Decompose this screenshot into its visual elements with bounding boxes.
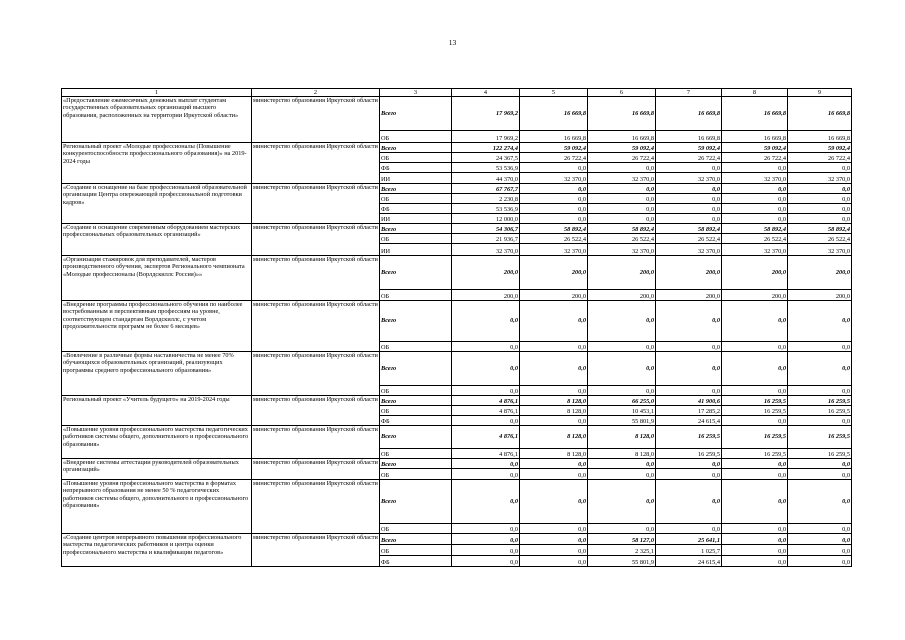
amount-cell: 58 892,4 <box>722 224 788 234</box>
table-row <box>62 352 852 386</box>
amount-cell: 0,0 <box>788 469 852 480</box>
funding-source-cell: Всего <box>380 426 452 449</box>
table-row <box>62 426 852 449</box>
amount-cell: 0,0 <box>520 301 588 342</box>
amount-cell: 0,0 <box>452 556 520 567</box>
funding-source-cell: Всего <box>380 352 452 386</box>
table-row <box>62 97 852 131</box>
amount-cell: 32 370,0 <box>656 173 722 184</box>
amount-cell: 0,0 <box>788 163 852 173</box>
amount-cell: 0,0 <box>452 386 520 396</box>
amount-cell: 0,0 <box>722 524 788 534</box>
amount-cell: 0,0 <box>722 556 788 567</box>
amount-cell: 32 370,0 <box>788 173 852 184</box>
amount-cell: 58 892,4 <box>788 224 852 234</box>
amount-cell: 32 370,0 <box>452 244 520 256</box>
amount-cell: 26 522,4 <box>722 234 788 244</box>
amount-cell: 200,0 <box>452 290 520 301</box>
amount-cell: 0,0 <box>788 194 852 204</box>
amount-cell: 0,0 <box>722 163 788 173</box>
responsible-cell: министерство образования Иркутской области <box>252 459 380 480</box>
amount-cell: 26 722,4 <box>722 153 788 163</box>
amount-cell: 200,0 <box>520 256 588 290</box>
amount-cell: 0,0 <box>452 352 520 386</box>
amount-cell: 0,0 <box>588 459 656 469</box>
event-name-cell: «Создание и оснащение современным оборудованием мастерских профессиональных образовательных организаций» <box>62 224 252 256</box>
amount-cell: 58 127,0 <box>588 534 656 545</box>
amount-cell: 26 522,4 <box>520 234 588 244</box>
amount-cell: 0,0 <box>656 386 722 396</box>
amount-cell: 200,0 <box>588 256 656 290</box>
amount-cell: 32 370,0 <box>588 173 656 184</box>
amount-cell: 24 367,5 <box>452 153 520 163</box>
amount-cell: 53 536,9 <box>452 204 520 214</box>
amount-cell: 26 722,4 <box>788 153 852 163</box>
amount-cell: 16 669,8 <box>722 131 788 143</box>
amount-cell: 16 669,8 <box>656 131 722 143</box>
funding-source-cell: Всего <box>380 143 452 153</box>
responsible-cell: министерство образования Иркутской области <box>252 224 380 256</box>
amount-cell: 0,0 <box>520 480 588 524</box>
amount-cell: 32 370,0 <box>520 244 588 256</box>
amount-cell: 17 969,2 <box>452 131 520 143</box>
funding-source-cell: ФБ <box>380 204 452 214</box>
funding-source-cell: ИИ <box>380 244 452 256</box>
responsible-cell: министерство образования Иркутской области <box>252 480 380 534</box>
event-name-cell: Региональный проект «Учитель будущего» на 2019-2024 годы <box>62 396 252 426</box>
amount-cell: 32 370,0 <box>520 173 588 184</box>
amount-cell: 17 285,2 <box>656 406 722 416</box>
amount-cell: 16 259,5 <box>722 426 788 449</box>
header-cell: 2 <box>252 89 380 97</box>
amount-cell: 0,0 <box>452 469 520 480</box>
funding-source-cell: ИИ <box>380 214 452 224</box>
funding-source-cell: ОБ <box>380 234 452 244</box>
amount-cell: 4 876,1 <box>452 406 520 416</box>
funding-source-cell: ФБ <box>380 416 452 426</box>
amount-cell: 0,0 <box>588 342 656 352</box>
table-body <box>62 89 852 567</box>
amount-cell: 54 306,7 <box>452 224 520 234</box>
amount-cell: 0,0 <box>656 194 722 204</box>
budget-table <box>61 88 852 567</box>
amount-cell: 0,0 <box>722 194 788 204</box>
amount-cell: 58 892,4 <box>656 224 722 234</box>
amount-cell: 200,0 <box>452 256 520 290</box>
amount-cell: 16 259,5 <box>788 449 852 459</box>
header-cell: 4 <box>452 89 520 97</box>
amount-cell: 0,0 <box>520 416 588 426</box>
funding-source-cell: Всего <box>380 396 452 406</box>
funding-source-cell: Всего <box>380 256 452 290</box>
amount-cell: 0,0 <box>452 342 520 352</box>
amount-cell: 0,0 <box>520 469 588 480</box>
header-cell: 6 <box>588 89 656 97</box>
table-row <box>62 301 852 342</box>
responsible-cell: министерство образования Иркутской области <box>252 97 380 143</box>
amount-cell: 59 092,4 <box>656 143 722 153</box>
amount-cell: 0,0 <box>520 214 588 224</box>
amount-cell: 0,0 <box>520 194 588 204</box>
responsible-cell: министерство образования Иркутской области <box>252 184 380 224</box>
amount-cell: 0,0 <box>788 556 852 567</box>
amount-cell: 16 259,5 <box>722 449 788 459</box>
amount-cell: 59 092,4 <box>588 143 656 153</box>
amount-cell: 0,0 <box>452 545 520 556</box>
funding-source-cell: ОБ <box>380 449 452 459</box>
funding-source-cell: ФБ <box>380 163 452 173</box>
funding-source-cell: ОБ <box>380 406 452 416</box>
amount-cell: 4 876,1 <box>452 396 520 406</box>
amount-cell: 200,0 <box>722 256 788 290</box>
amount-cell: 16 259,5 <box>656 449 722 459</box>
amount-cell: 200,0 <box>588 290 656 301</box>
amount-cell: 0,0 <box>722 386 788 396</box>
amount-cell: 0,0 <box>588 469 656 480</box>
amount-cell: 16 669,8 <box>656 97 722 131</box>
amount-cell: 0,0 <box>722 545 788 556</box>
amount-cell: 0,0 <box>656 469 722 480</box>
event-name-cell: «Создание центров непрерывного повышения профессионального мастерства педагогических работников и центра оценки профессионального мастерства и квалификации педагогов» <box>62 534 252 567</box>
amount-cell: 0,0 <box>588 214 656 224</box>
amount-cell: 200,0 <box>722 290 788 301</box>
amount-cell: 200,0 <box>788 256 852 290</box>
amount-cell: 0,0 <box>588 184 656 194</box>
amount-cell: 2 325,1 <box>588 545 656 556</box>
amount-cell: 200,0 <box>520 290 588 301</box>
amount-cell: 10 453,1 <box>588 406 656 416</box>
amount-cell: 0,0 <box>788 416 852 426</box>
amount-cell: 0,0 <box>520 184 588 194</box>
amount-cell: 32 370,0 <box>656 244 722 256</box>
table-row <box>62 459 852 469</box>
amount-cell: 2 230,8 <box>452 194 520 204</box>
funding-source-cell: ОБ <box>380 131 452 143</box>
funding-source-cell: ИИ <box>380 173 452 184</box>
header-cell: 3 <box>380 89 452 97</box>
table-row <box>62 184 852 194</box>
funding-source-cell: Всего <box>380 301 452 342</box>
funding-source-cell: Всего <box>380 224 452 234</box>
funding-source-cell: Всего <box>380 480 452 524</box>
amount-cell: 0,0 <box>520 459 588 469</box>
event-name-cell: «Вовлечение в различные формы наставничества не менее 70% обучающихся образовательных организаций, реализующих программы среднего профессионального образования» <box>62 352 252 396</box>
funding-source-cell: Всего <box>380 97 452 131</box>
amount-cell: 0,0 <box>788 386 852 396</box>
amount-cell: 16 669,8 <box>788 131 852 143</box>
amount-cell: 8 128,0 <box>520 406 588 416</box>
amount-cell: 0,0 <box>722 214 788 224</box>
responsible-cell: министерство образования Иркутской области <box>252 426 380 459</box>
event-name-cell: «Внедрение программы профессионального обучения по наиболее востребованным и перспективным профессиям на уровне, соответствующем стандартам Ворлдскиллс, с учетом продолжительности программ не более 6 месяцев» <box>62 301 252 352</box>
responsible-cell: министерство образования Иркутской области <box>252 143 380 184</box>
amount-cell: 55 801,9 <box>588 556 656 567</box>
header-cell: 7 <box>656 89 722 97</box>
funding-source-cell: ОБ <box>380 153 452 163</box>
amount-cell: 0,0 <box>520 534 588 545</box>
amount-cell: 0,0 <box>788 534 852 545</box>
amount-cell: 0,0 <box>788 301 852 342</box>
amount-cell: 58 892,4 <box>520 224 588 234</box>
amount-cell: 0,0 <box>588 194 656 204</box>
amount-cell: 16 669,8 <box>520 131 588 143</box>
amount-cell: 16 259,5 <box>788 396 852 406</box>
amount-cell: 8 128,0 <box>520 396 588 406</box>
event-name-cell: «Повышение уровня профессионального мастерства в форматах непрерывного образования не менее 50 % педагогических работников системы общего, дополнительного и профессионального образования» <box>62 480 252 534</box>
amount-cell: 0,0 <box>520 163 588 173</box>
funding-source-cell: ОБ <box>380 386 452 396</box>
amount-cell: 0,0 <box>656 214 722 224</box>
amount-cell: 58 892,4 <box>588 224 656 234</box>
table-row <box>62 480 852 524</box>
funding-source-cell: ОБ <box>380 469 452 480</box>
amount-cell: 66 255,0 <box>588 396 656 406</box>
amount-cell: 25 641,1 <box>656 534 722 545</box>
amount-cell: 26 722,4 <box>656 153 722 163</box>
amount-cell: 17 969,2 <box>452 97 520 131</box>
funding-source-cell: ОБ <box>380 545 452 556</box>
funding-source-cell: Всего <box>380 534 452 545</box>
responsible-cell: министерство образования Иркутской области <box>252 396 380 426</box>
amount-cell: 16 259,5 <box>788 406 852 416</box>
amount-cell: 0,0 <box>656 480 722 524</box>
amount-cell: 0,0 <box>722 459 788 469</box>
event-name-cell: «Организация стажировок для преподавателей, мастеров производственного обучения, экспертов Регионального чемпионата «Молодые профессионалы (Ворлдскиллс Россия)»» <box>62 256 252 301</box>
amount-cell: 16 259,5 <box>722 406 788 416</box>
amount-cell: 0,0 <box>788 545 852 556</box>
amount-cell: 24 615,4 <box>656 556 722 567</box>
amount-cell: 200,0 <box>656 256 722 290</box>
amount-cell: 0,0 <box>788 352 852 386</box>
amount-cell: 0,0 <box>588 480 656 524</box>
amount-cell: 26 722,4 <box>588 153 656 163</box>
amount-cell: 26 522,4 <box>588 234 656 244</box>
amount-cell: 0,0 <box>452 459 520 469</box>
amount-cell: 4 876,1 <box>452 449 520 459</box>
amount-cell: 0,0 <box>520 204 588 214</box>
amount-cell: 67 767,7 <box>452 184 520 194</box>
event-name-cell: «Внедрение системы аттестации руководителей образовательных организаций» <box>62 459 252 480</box>
amount-cell: 44 370,0 <box>452 173 520 184</box>
table-row <box>62 256 852 290</box>
funding-source-cell: ОБ <box>380 342 452 352</box>
amount-cell: 8 128,0 <box>520 449 588 459</box>
amount-cell: 0,0 <box>722 342 788 352</box>
amount-cell: 200,0 <box>656 290 722 301</box>
amount-cell: 122 274,4 <box>452 143 520 153</box>
amount-cell: 0,0 <box>788 524 852 534</box>
amount-cell: 0,0 <box>722 184 788 194</box>
amount-cell: 0,0 <box>656 184 722 194</box>
amount-cell: 59 092,4 <box>788 143 852 153</box>
amount-cell: 59 092,4 <box>722 143 788 153</box>
amount-cell: 0,0 <box>788 459 852 469</box>
amount-cell: 0,0 <box>588 386 656 396</box>
header-cell: 8 <box>722 89 788 97</box>
amount-cell: 0,0 <box>588 352 656 386</box>
amount-cell: 16 259,5 <box>656 426 722 449</box>
responsible-cell: министерство образования Иркутской области <box>252 301 380 352</box>
amount-cell: 0,0 <box>452 534 520 545</box>
amount-cell: 0,0 <box>656 352 722 386</box>
amount-cell: 0,0 <box>656 163 722 173</box>
amount-cell: 8 128,0 <box>520 426 588 449</box>
amount-cell: 0,0 <box>788 204 852 214</box>
amount-cell: 16 669,8 <box>588 97 656 131</box>
amount-cell: 26 522,4 <box>788 234 852 244</box>
amount-cell: 8 128,0 <box>588 426 656 449</box>
amount-cell: 0,0 <box>656 524 722 534</box>
amount-cell: 26 522,4 <box>656 234 722 244</box>
amount-cell: 4 876,1 <box>452 426 520 449</box>
header-cell: 1 <box>62 89 252 97</box>
amount-cell: 0,0 <box>520 556 588 567</box>
amount-cell: 0,0 <box>722 352 788 386</box>
amount-cell: 8 128,0 <box>588 449 656 459</box>
header-cell: 9 <box>788 89 852 97</box>
amount-cell: 0,0 <box>656 342 722 352</box>
amount-cell: 0,0 <box>788 480 852 524</box>
amount-cell: 200,0 <box>788 290 852 301</box>
amount-cell: 0,0 <box>722 301 788 342</box>
amount-cell: 1 025,7 <box>656 545 722 556</box>
amount-cell: 0,0 <box>788 214 852 224</box>
amount-cell: 32 370,0 <box>788 244 852 256</box>
amount-cell: 0,0 <box>788 184 852 194</box>
amount-cell: 16 259,5 <box>788 426 852 449</box>
amount-cell: 24 615,4 <box>656 416 722 426</box>
amount-cell: 0,0 <box>452 480 520 524</box>
amount-cell: 0,0 <box>452 524 520 534</box>
amount-cell: 16 669,8 <box>588 131 656 143</box>
event-name-cell: «Предоставление ежемесячных денежных выплат студентам государственных образовательных организаций высшего образования, расположенных на территории Иркутской области» <box>62 97 252 143</box>
table-row <box>62 143 852 153</box>
amount-cell: 0,0 <box>588 301 656 342</box>
amount-cell: 0,0 <box>452 301 520 342</box>
amount-cell: 32 370,0 <box>722 244 788 256</box>
responsible-cell: министерство образования Иркутской области <box>252 534 380 567</box>
event-name-cell: «Создание и оснащение на базе профессиональной образовательной организации Центра опережающей профессиональной подготовки кадров» <box>62 184 252 224</box>
amount-cell: 0,0 <box>520 524 588 534</box>
header-cell: 5 <box>520 89 588 97</box>
event-name-cell: «Повышение уровня профессионального мастерства педагогических работников системы общего, дополнительного и профессионального образования» <box>62 426 252 459</box>
amount-cell: 0,0 <box>722 480 788 524</box>
responsible-cell: министерство образования Иркутской области <box>252 352 380 396</box>
amount-cell: 0,0 <box>722 469 788 480</box>
amount-cell: 0,0 <box>588 163 656 173</box>
amount-cell: 0,0 <box>520 352 588 386</box>
page-number: 13 <box>448 38 457 47</box>
amount-cell: 0,0 <box>520 342 588 352</box>
amount-cell: 0,0 <box>788 342 852 352</box>
funding-source-cell: ОБ <box>380 524 452 534</box>
amount-cell: 16 669,8 <box>722 97 788 131</box>
funding-source-cell: ОБ <box>380 290 452 301</box>
amount-cell: 32 370,0 <box>588 244 656 256</box>
amount-cell: 16 669,8 <box>788 97 852 131</box>
table-row <box>62 534 852 545</box>
amount-cell: 53 536,9 <box>452 163 520 173</box>
funding-source-cell: Всего <box>380 184 452 194</box>
table-row <box>62 396 852 406</box>
funding-source-cell: ФБ <box>380 556 452 567</box>
amount-cell: 0,0 <box>656 204 722 214</box>
responsible-cell: министерство образования Иркутской области <box>252 256 380 301</box>
amount-cell: 0,0 <box>588 524 656 534</box>
amount-cell: 0,0 <box>656 301 722 342</box>
amount-cell: 55 801,9 <box>588 416 656 426</box>
header-row <box>62 89 852 97</box>
event-name-cell: Региональный проект «Молодые профессионалы (Повышение конкурентоспособности профессионального образования)» на 2019-2024 годы <box>62 143 252 184</box>
amount-cell: 0,0 <box>722 204 788 214</box>
amount-cell: 41 900,6 <box>656 396 722 406</box>
amount-cell: 21 936,7 <box>452 234 520 244</box>
table-row <box>62 224 852 234</box>
amount-cell: 16 259,5 <box>722 396 788 406</box>
amount-cell: 26 722,4 <box>520 153 588 163</box>
amount-cell: 0,0 <box>656 459 722 469</box>
amount-cell: 0,0 <box>588 204 656 214</box>
amount-cell: 12 000,0 <box>452 214 520 224</box>
amount-cell: 0,0 <box>520 545 588 556</box>
funding-source-cell: Всего <box>380 459 452 469</box>
amount-cell: 0,0 <box>722 534 788 545</box>
amount-cell: 0,0 <box>452 416 520 426</box>
funding-source-cell: ОБ <box>380 194 452 204</box>
amount-cell: 32 370,0 <box>722 173 788 184</box>
amount-cell: 0,0 <box>722 416 788 426</box>
amount-cell: 16 669,8 <box>520 97 588 131</box>
amount-cell: 59 092,4 <box>520 143 588 153</box>
amount-cell: 0,0 <box>520 386 588 396</box>
